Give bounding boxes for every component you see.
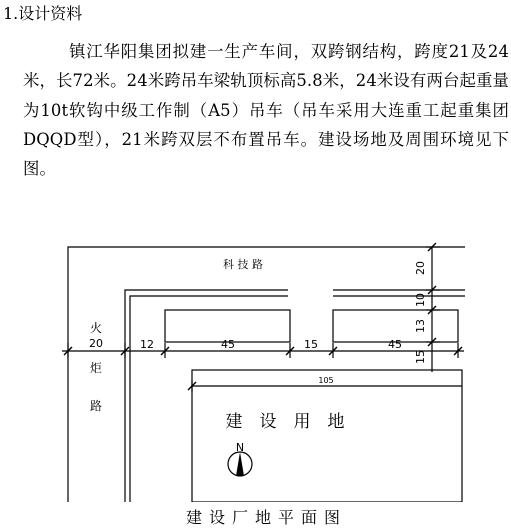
figure-caption: 建设厂地平面图 [186,508,348,527]
road-name-left-2: 炬 [89,361,103,375]
dim-v-13: 13 [414,319,427,333]
road-left-width: 20 [89,337,103,350]
road-name-left-3: 路 [89,399,103,413]
dim-building-b: 45 [388,338,402,351]
dim-site-length: 105 [318,376,334,385]
dim-left-gap: 12 [140,338,154,351]
north-arrow-icon [228,441,252,476]
dim-building-a: 45 [221,338,235,351]
road-inner-edge-left [125,290,288,502]
corner-line [130,296,288,502]
north-label: N [235,441,245,454]
road-outer-edge [68,247,465,502]
design-description-paragraph: 镇江华阳集团拟建一生产车间，双跨钢结构，跨度21及24米，长72米。24米跨吊车梁轨顶标高5.8米，24米设有两台起重量为10t软钩中级工作制（A5）吊车（吊车采用大连重工起重集团DQQD型），21米跨双层不布置吊车。建设场地及周围环境见下图。 [23,42,509,179]
site-label: 建 设 用 地 [225,412,345,432]
dim-road-top: 20 [414,261,427,275]
site-plan-diagram [0,232,511,502]
dim-middle-gap: 15 [304,338,318,351]
road-name-left-1: 火 [89,321,103,335]
construction-site [192,370,462,502]
section-heading: 1.设计资料 [3,4,83,23]
road-name-top: 科 技 路 [223,258,263,271]
dim-v-10: 10 [414,293,427,307]
dim-v-15: 15 [414,350,427,364]
